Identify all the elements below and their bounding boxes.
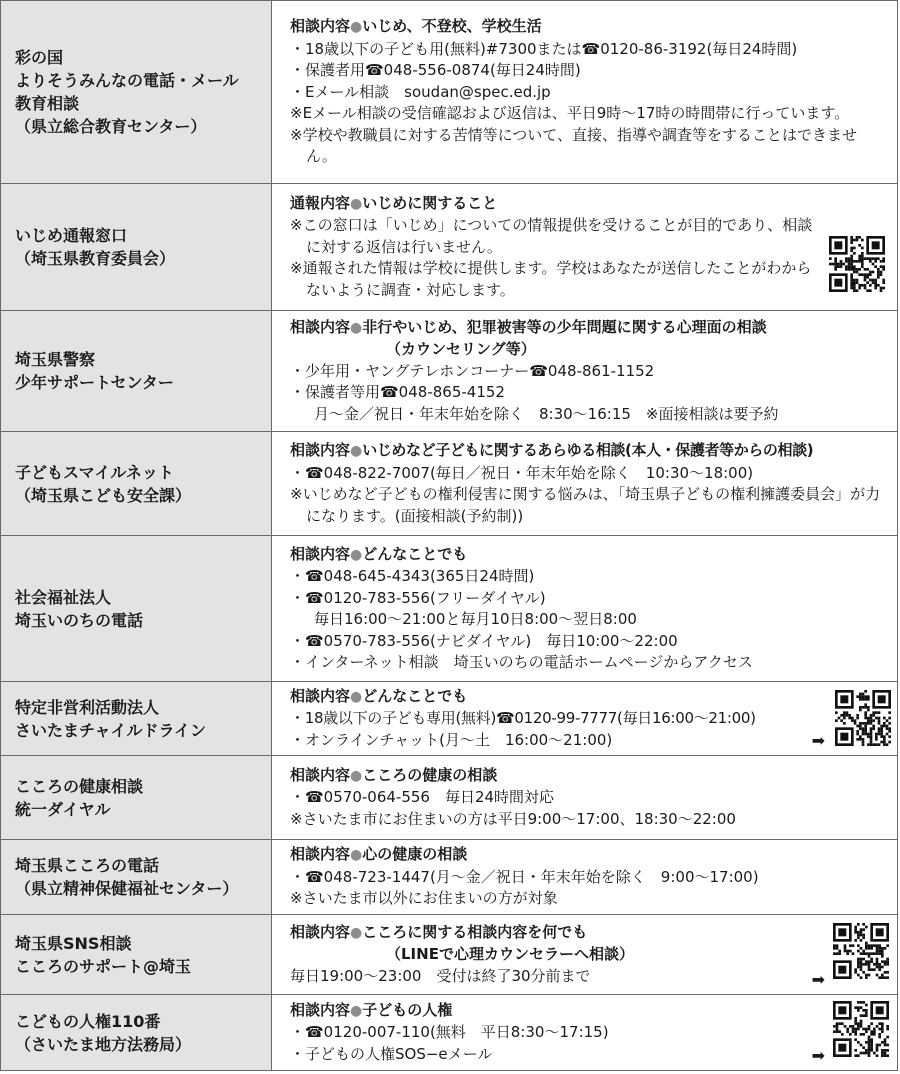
org-name-cell: [1, 840, 272, 915]
org-name-line: 埼玉いのちの電話: [15, 610, 144, 630]
content-line: ・インターネット相談 埼玉いのちの電話ホームページからアクセス: [290, 653, 753, 671]
content-cell: [272, 995, 898, 1071]
table-row: [1, 1, 898, 184]
content-heading: [290, 544, 887, 567]
content-cell: [272, 536, 898, 682]
content-line: ・オンラインチャット(月〜土 16:00〜21:00): [290, 730, 613, 749]
content-note: ※さいたま市にお住まいの方は平日9:00〜17:00、18:30〜22:00: [290, 809, 736, 828]
bullet-dot-icon: ●: [350, 924, 363, 941]
content-cell: [272, 915, 898, 995]
org-name-line: 埼玉県SNS相談: [15, 933, 132, 953]
heading-value: どんなことでも: [362, 544, 468, 563]
content-heading-continued: （カウンセリング等）: [386, 340, 536, 359]
bullet-dot-icon: ●: [350, 443, 363, 459]
content-note: ※学校や教職員に対する苦情等について、直接、指導や調査等をすることはできません。: [290, 125, 857, 166]
org-name-cell: [1, 682, 272, 756]
heading-key: 相談内容: [290, 17, 351, 36]
content-heading: [290, 317, 887, 340]
org-name-line: 彩の国: [15, 48, 64, 67]
content-line: ・18歳以下の子ども用(無料)#7300または☎0120-86-3192(毎日24時間): [290, 39, 798, 58]
content-line: ・保護者用☎048-556-0874(毎日24時間): [290, 61, 581, 80]
content-heading: [290, 844, 887, 867]
table-row: [1, 311, 898, 432]
org-name-cell: [1, 432, 272, 536]
org-name-line: こころのサポート@埼玉: [15, 956, 192, 976]
content-line[interactable]: ・Eメール相談 soudan@spec.ed.jp: [290, 82, 551, 101]
org-name-line: 特定非営利活動法人: [15, 697, 160, 717]
bullet-dot-icon: ●: [350, 546, 363, 563]
org-name-cell: [1, 311, 272, 432]
arrow-right-icon: ➡: [811, 1045, 825, 1065]
content-cell: [272, 756, 898, 840]
org-name-line: （さいたま地方法務局）: [15, 1034, 192, 1054]
qr-code-icon[interactable]: [829, 236, 885, 292]
org-name-line: （埼玉県こども安全課）: [15, 485, 192, 505]
qr-code-icon[interactable]: [835, 690, 891, 746]
bullet-dot-icon: ●: [350, 847, 363, 864]
content-cell: [272, 682, 898, 756]
table-row: [1, 915, 898, 995]
content-line: 毎日19:00〜23:00 受付は終了30分前まで: [290, 966, 591, 985]
content-cell: [272, 840, 898, 915]
content-heading: [290, 193, 817, 216]
table-row: [1, 536, 898, 682]
heading-key: 相談内容: [290, 765, 351, 784]
content-note: ※通報された情報は学校に提供します。学校はあなたが送信したことがわからないように調査・対応します。: [290, 259, 812, 299]
org-name-line: よりそうみんなの電話・メール: [15, 71, 239, 90]
content-line: ・☎048-645-4343(365日24時間): [290, 567, 535, 585]
org-name-line: 子どもスマイルネット: [15, 462, 174, 482]
org-name-line: 埼玉県こころの電話: [15, 856, 160, 875]
org-name-line: （埼玉県教育委員会）: [15, 249, 176, 268]
org-name-line: さいたまチャイルドライン: [15, 720, 207, 740]
org-name-cell: [1, 536, 272, 682]
content-cell: [272, 432, 898, 536]
table-row: [1, 432, 898, 536]
org-name-line: （県立総合教育センター）: [15, 117, 207, 136]
org-name-cell: [1, 184, 272, 311]
bullet-dot-icon: ●: [350, 1002, 363, 1019]
heading-value: 非行やいじめ、犯罪被害等の少年問題に関する心理面の相談: [362, 317, 767, 336]
bullet-dot-icon: ●: [350, 767, 363, 784]
content-heading-continued: （LINEで心理カウンセラーへ相談）: [386, 945, 634, 964]
table-row: [1, 682, 898, 756]
content-line: ・☎0120-007-110(無料 平日8:30〜17:15): [290, 1023, 609, 1042]
content-heading: [290, 16, 887, 39]
content-note: ※さいたま市以外にお住まいの方が対象: [290, 889, 558, 908]
org-name-line: いじめ通報窓口: [15, 226, 128, 245]
org-name-cell: [1, 1, 272, 184]
table-row: [1, 184, 898, 311]
table-row: [1, 756, 898, 840]
bullet-dot-icon: ●: [350, 319, 363, 336]
org-name-line: 統一ダイヤル: [15, 799, 111, 819]
qr-code-icon[interactable]: [833, 923, 889, 979]
content-line: ・☎0570-064-556 毎日24時間対応: [290, 788, 555, 807]
org-name-line: 教育相談: [15, 94, 80, 113]
content-line: ・☎0570-783-556(ナビダイヤル) 毎日10:00〜22:00: [290, 631, 678, 650]
org-name-line: （県立精神保健福祉センター）: [15, 879, 239, 898]
content-heading: [290, 765, 887, 788]
heading-key: 相談内容: [290, 317, 351, 336]
heading-value: いじめ、不登校、学校生活: [362, 17, 542, 36]
content-heading: [290, 440, 887, 463]
heading-value: こころに関する相談内容を何でも: [362, 922, 588, 941]
table-row: [1, 995, 898, 1071]
bullet-dot-icon: ●: [350, 688, 363, 705]
table-row: [1, 840, 898, 915]
heading-value: いじめに関すること: [362, 193, 498, 212]
content-note: ※いじめなど子どもの権利侵害に関する悩みは、「埼玉県子どもの権利擁護委員会」が力になります。(面接相談(予約制)): [290, 485, 881, 525]
content-line: ・保護者等用☎048-865-4152: [290, 383, 505, 402]
org-name-cell: [1, 995, 272, 1071]
content-heading: [290, 686, 887, 709]
content-line: ・18歳以下の子ども専用(無料)☎0120-99-7777(毎日16:00〜21:00): [290, 709, 756, 728]
arrow-right-icon: ➡: [811, 730, 825, 750]
content-line-continued: 月〜金／祝日・年末年始を除く 8:30〜16:15 ※面接相談は要予約: [314, 404, 779, 423]
content-line: ・☎048-822-7007(毎日／祝日・年末年始を除く 10:30〜18:00): [290, 463, 754, 482]
arrow-right-icon: ➡: [811, 969, 825, 989]
heading-key: 相談内容: [290, 686, 351, 705]
org-name-line: こころの健康相談: [15, 776, 144, 796]
org-name-cell: [1, 915, 272, 995]
org-name-line: 少年サポートセンター: [15, 373, 174, 392]
content-note: ※Eメール相談の受信確認および返信は、平日9時〜17時の時間帯に行っています。: [290, 104, 850, 123]
content-line: ・☎048-723-1447(月〜金／祝日・年末年始を除く 9:00〜17:00): [290, 867, 759, 886]
heading-key: 相談内容: [290, 544, 351, 563]
content-heading: [290, 1000, 887, 1023]
content-line-continued: 毎日16:00〜21:00と毎月10日8:00〜翌日8:00: [314, 610, 637, 628]
heading-value: こころの健康の相談: [362, 765, 498, 784]
heading-value: どんなことでも: [362, 686, 468, 705]
heading-value: 子どもの人権: [362, 1000, 453, 1019]
heading-key: 相談内容: [290, 845, 351, 864]
content-cell: [272, 1, 898, 184]
org-name-line: 社会福祉法人: [15, 587, 112, 607]
bullet-dot-icon: ●: [350, 195, 363, 212]
content-cell: [272, 311, 898, 432]
heading-key: 通報内容: [290, 193, 351, 212]
qr-code-icon[interactable]: [833, 1001, 889, 1057]
heading-value: いじめなど子どもに関するあらゆる相談(本人・保護者等からの相談): [362, 441, 814, 459]
org-name-cell: [1, 756, 272, 840]
bullet-dot-icon: ●: [350, 19, 363, 36]
content-line: ・子どもの人権SOS−eメール: [290, 1044, 493, 1063]
heading-value: 心の健康の相談: [362, 845, 468, 864]
org-name-line: こどもの人権110番: [15, 1011, 161, 1031]
content-line: ・☎0120-783-556(フリーダイヤル): [290, 588, 546, 607]
content-note: ※この窓口は「いじめ」についての情報提供を受けることが目的であり、相談に対する返信は行いません。: [290, 216, 813, 256]
org-name-line: 埼玉県警察: [15, 350, 96, 369]
heading-key: 相談内容: [290, 1000, 351, 1019]
content-cell: [272, 184, 898, 311]
content-line: ・少年用・ヤングテレホンコーナー☎048-861-1152: [290, 361, 655, 380]
heading-key: 相談内容: [290, 441, 351, 459]
content-heading: [290, 922, 887, 945]
heading-key: 相談内容: [290, 922, 351, 941]
